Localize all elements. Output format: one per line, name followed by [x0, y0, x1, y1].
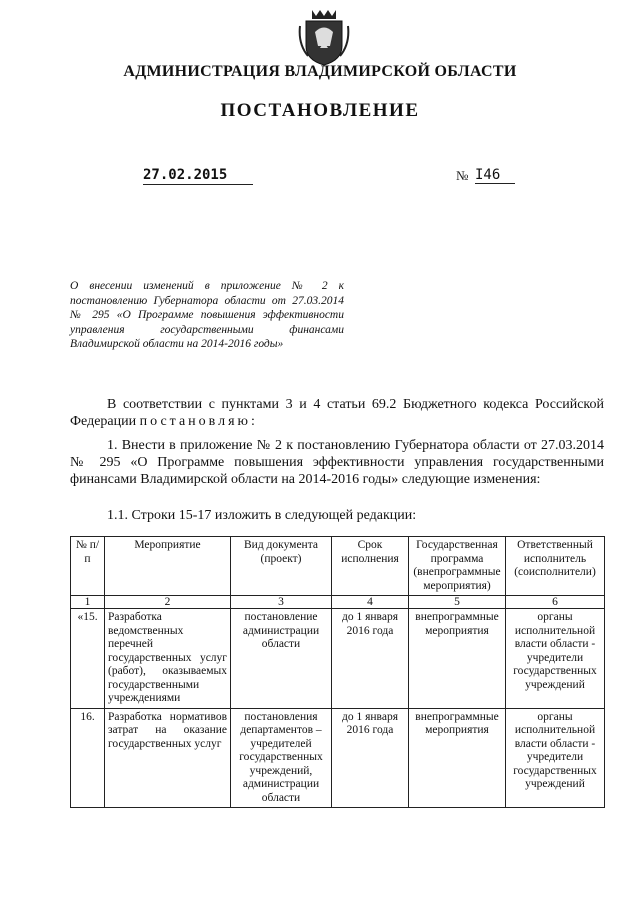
- table-cell: органы исполнительной власти области - учредители государственных учреждений: [506, 708, 605, 808]
- paragraph-item-1-1: 1.1. Строки 15-17 изложить в следующей редакции:: [107, 508, 417, 523]
- table-cell: внепрограммные мероприятия: [409, 609, 506, 709]
- header-cell: Срок исполнения: [332, 537, 409, 596]
- table-cell: органы исполнительной власти области - учредители государственных учреждений: [506, 609, 605, 709]
- header-cell: № п/п: [71, 537, 105, 596]
- table-header-row: [71, 537, 605, 596]
- amendment-table: [70, 536, 605, 808]
- column-number: 3: [231, 596, 332, 609]
- table-cell: до 1 января 2016 года: [332, 609, 409, 709]
- table-cell: постановление администрации области: [231, 609, 332, 709]
- preamble-text: В соответствии с пунктами 3 и 4 статьи 69.2 Бюджетного кодекса Российской Федерации: [70, 397, 604, 429]
- document-date: 27.02.2015: [143, 167, 253, 185]
- table-cell: внепрограммные мероприятия: [409, 708, 506, 808]
- column-number: 6: [506, 596, 605, 609]
- column-number: 4: [332, 596, 409, 609]
- column-number: 2: [105, 596, 231, 609]
- header-cell: Ответственный исполнитель (соисполнители): [506, 537, 605, 596]
- paragraph-item-1: 1. Внести в приложение № 2 к постановлению Губернатора области от 27.03.2014 № 295 «О Программе повышения эффективности управления государственными финансами Владимирской области на 2014-2016 годы» следующие изменения:: [70, 438, 604, 487]
- document-type: ПОСТАНОВЛЕНИЕ: [220, 100, 420, 121]
- table-cell: до 1 января 2016 года: [332, 708, 409, 808]
- document-number-label: №: [456, 168, 469, 183]
- table-cell: «15.: [71, 609, 105, 709]
- table-row: [71, 609, 605, 709]
- organization-name: АДМИНИСТРАЦИЯ ВЛАДИМИРСКОЙ ОБЛАСТИ: [123, 63, 517, 80]
- preamble-resolves: постановляю:: [139, 414, 258, 429]
- header-cell: Государственная программа (внепрограммные мероприятия): [409, 537, 506, 596]
- table-cell: Разработка нормативов затрат на оказание государственных услуг: [105, 708, 231, 808]
- table-cell: 16.: [71, 708, 105, 808]
- table-cell: Разработка ведомственных перечней государственных услуг (работ), оказываемых государственными учреждениями: [105, 609, 231, 709]
- document-number: I46: [475, 167, 515, 184]
- column-number-row: [71, 596, 605, 609]
- header-cell: Вид документа (проект): [231, 537, 332, 596]
- column-number: 1: [71, 596, 105, 609]
- table-row: [71, 708, 605, 808]
- header-cell: Мероприятие: [105, 537, 231, 596]
- coat-of-arms-icon: [298, 8, 350, 66]
- document-subject: О внесении изменений в приложение № 2 к постановлению Губернатора области от 27.03.2014 № 295 «О Программе повышения эффективности управления государственными финансами Владимирской области на 2014-2016 годы»: [70, 280, 344, 350]
- table-cell: постановления департаментов – учредителей государственных учреждений, администрации области: [231, 708, 332, 808]
- column-number: 5: [409, 596, 506, 609]
- paragraph-preamble: [70, 396, 604, 430]
